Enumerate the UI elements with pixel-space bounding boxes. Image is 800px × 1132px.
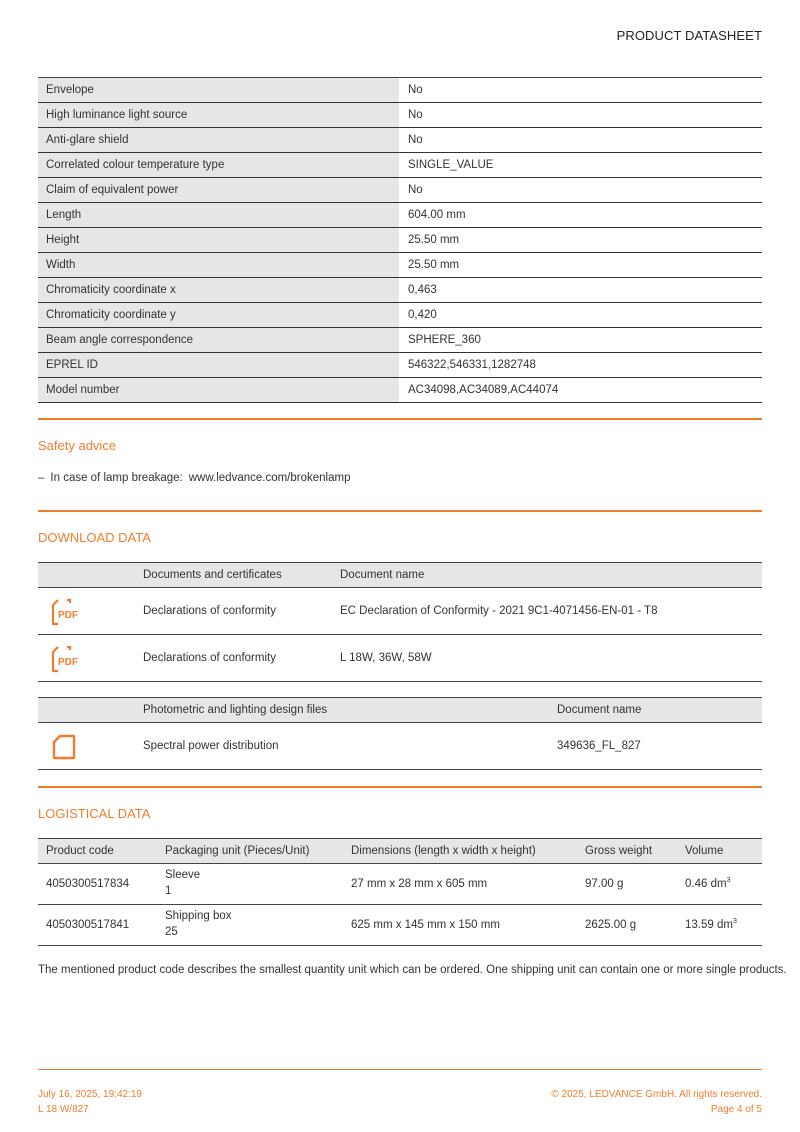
document-type: Spectral power distribution [143,740,279,752]
product-code: 4050300517841 [46,919,130,931]
brokenlamp-link[interactable]: www.ledvance.com/brokenlamp [188,472,351,484]
column-header: Volume [685,845,724,857]
volume [685,919,737,931]
table-row[interactable] [38,723,762,770]
packaging-unit: Shipping box [165,910,232,922]
footer-date: July 16, 2025, 19:42:19 [38,1089,142,1100]
document-name[interactable]: 349636_FL_827 [557,740,641,752]
svg-text:PDF: PDF [58,657,78,668]
spec-key: Height [38,228,400,252]
column-header: Dimensions (length x width x height) [351,845,536,857]
spec-row [38,203,762,228]
document-type: Declarations of conformity [143,605,276,617]
spec-value: 25.50 mm [408,259,460,271]
bullet-dash: – [38,472,45,484]
gross-weight: 97.00 g [585,878,624,890]
spec-value: 546322,546331,1282748 [408,359,536,371]
table-header [38,838,762,864]
spec-key: Chromaticity coordinate y [38,303,400,327]
spec-key: Length [38,203,400,227]
spec-row [38,78,762,103]
section-divider [38,418,762,420]
column-header: Packaging unit (Pieces/Unit) [165,845,310,857]
spec-row [38,128,762,153]
spec-key: EPREL ID [38,353,400,377]
spec-value: No [408,184,423,196]
pdf-icon[interactable] [50,597,80,627]
file-icon[interactable] [50,732,80,762]
gross-weight: 2625.00 g [585,919,637,931]
table-row [38,864,762,905]
spec-value: 0,463 [408,284,437,296]
document-type: Declarations of conformity [143,652,276,664]
spec-value: No [408,109,423,121]
spec-row [38,153,762,178]
spec-value: 604.00 mm [408,209,466,221]
spec-row [38,303,762,328]
safety-advice-title: Safety advice [38,438,117,453]
safety-text: In case of lamp breakage: [50,472,183,484]
spec-row [38,378,762,403]
table-row [38,905,762,946]
spec-row [38,228,762,253]
svg-text:PDF: PDF [58,610,78,621]
dimensions: 27 mm x 28 mm x 605 mm [351,878,488,890]
spec-key: Claim of equivalent power [38,178,400,202]
column-header: Documents and certificates [143,569,282,581]
documents-table [38,562,762,682]
volume-exponent: 3 [732,918,737,926]
table-header [38,562,762,588]
table-row[interactable] [38,588,762,635]
spec-key: Chromaticity coordinate x [38,278,400,302]
spec-row [38,253,762,278]
spec-key: Model number [38,378,400,402]
spec-value: AC34098,AC34089,AC44074 [408,384,559,396]
footer-page-number: Page 4 of 5 [710,1104,762,1115]
column-header: Photometric and lighting design files [143,704,328,716]
column-header: Document name [340,569,425,581]
table-header [38,697,762,723]
safety-bullet [38,472,350,484]
spec-value: No [408,84,423,96]
spec-key: Width [38,253,400,277]
pieces-per-unit: 1 [165,885,172,897]
spec-table [38,77,762,403]
download-data-title: DOWNLOAD DATA [38,530,151,545]
volume-value: 0.46 dm [685,878,727,890]
page-header-title: PRODUCT DATASHEET [616,28,762,43]
packaging-unit: Sleeve [165,869,201,881]
product-code: 4050300517834 [46,878,130,890]
table-row[interactable] [38,635,762,682]
spec-row [38,103,762,128]
spec-key: Anti-glare shield [38,128,400,152]
footer-copyright: © 2025, LEDVANCE GmbH. All rights reserved. [551,1089,762,1100]
photometric-files-table [38,697,762,770]
spec-value: SINGLE_VALUE [408,159,494,171]
spec-key: Envelope [38,78,400,102]
column-header: Gross weight [585,845,653,857]
volume [685,878,730,890]
pdf-icon[interactable] [50,644,80,674]
document-name[interactable]: L 18W, 36W, 58W [340,652,432,664]
spec-value: SPHERE_360 [408,334,481,346]
spec-key: Beam angle correspondence [38,328,400,352]
logistical-data-title: LOGISTICAL DATA [38,806,151,821]
spec-value: No [408,134,423,146]
spec-key: Correlated colour temperature type [38,153,400,177]
spec-row [38,178,762,203]
pieces-per-unit: 25 [165,926,178,938]
logistics-table [38,838,762,946]
footer-divider [38,1069,762,1070]
spec-row [38,278,762,303]
spec-key: High luminance light source [38,103,400,127]
spec-row [38,328,762,353]
column-header: Document name [557,704,642,716]
volume-exponent: 3 [726,877,731,885]
spec-row [38,353,762,378]
section-divider [38,786,762,788]
section-divider [38,510,762,512]
spec-value: 0,420 [408,309,437,321]
dimensions: 625 mm x 145 mm x 150 mm [351,919,500,931]
volume-value: 13.59 dm [685,919,733,931]
document-name[interactable]: EC Declaration of Conformity - 2021 9C1-4071456-EN-01 - T8 [340,605,658,617]
column-header: Product code [46,845,114,857]
spec-value: 25.50 mm [408,234,460,246]
footer-product: L 18 W/827 [38,1104,89,1115]
logistics-note: The mentioned product code describes the smallest quantity unit which can be ordered. One shipping unit can contain one or more single products. [38,964,787,976]
